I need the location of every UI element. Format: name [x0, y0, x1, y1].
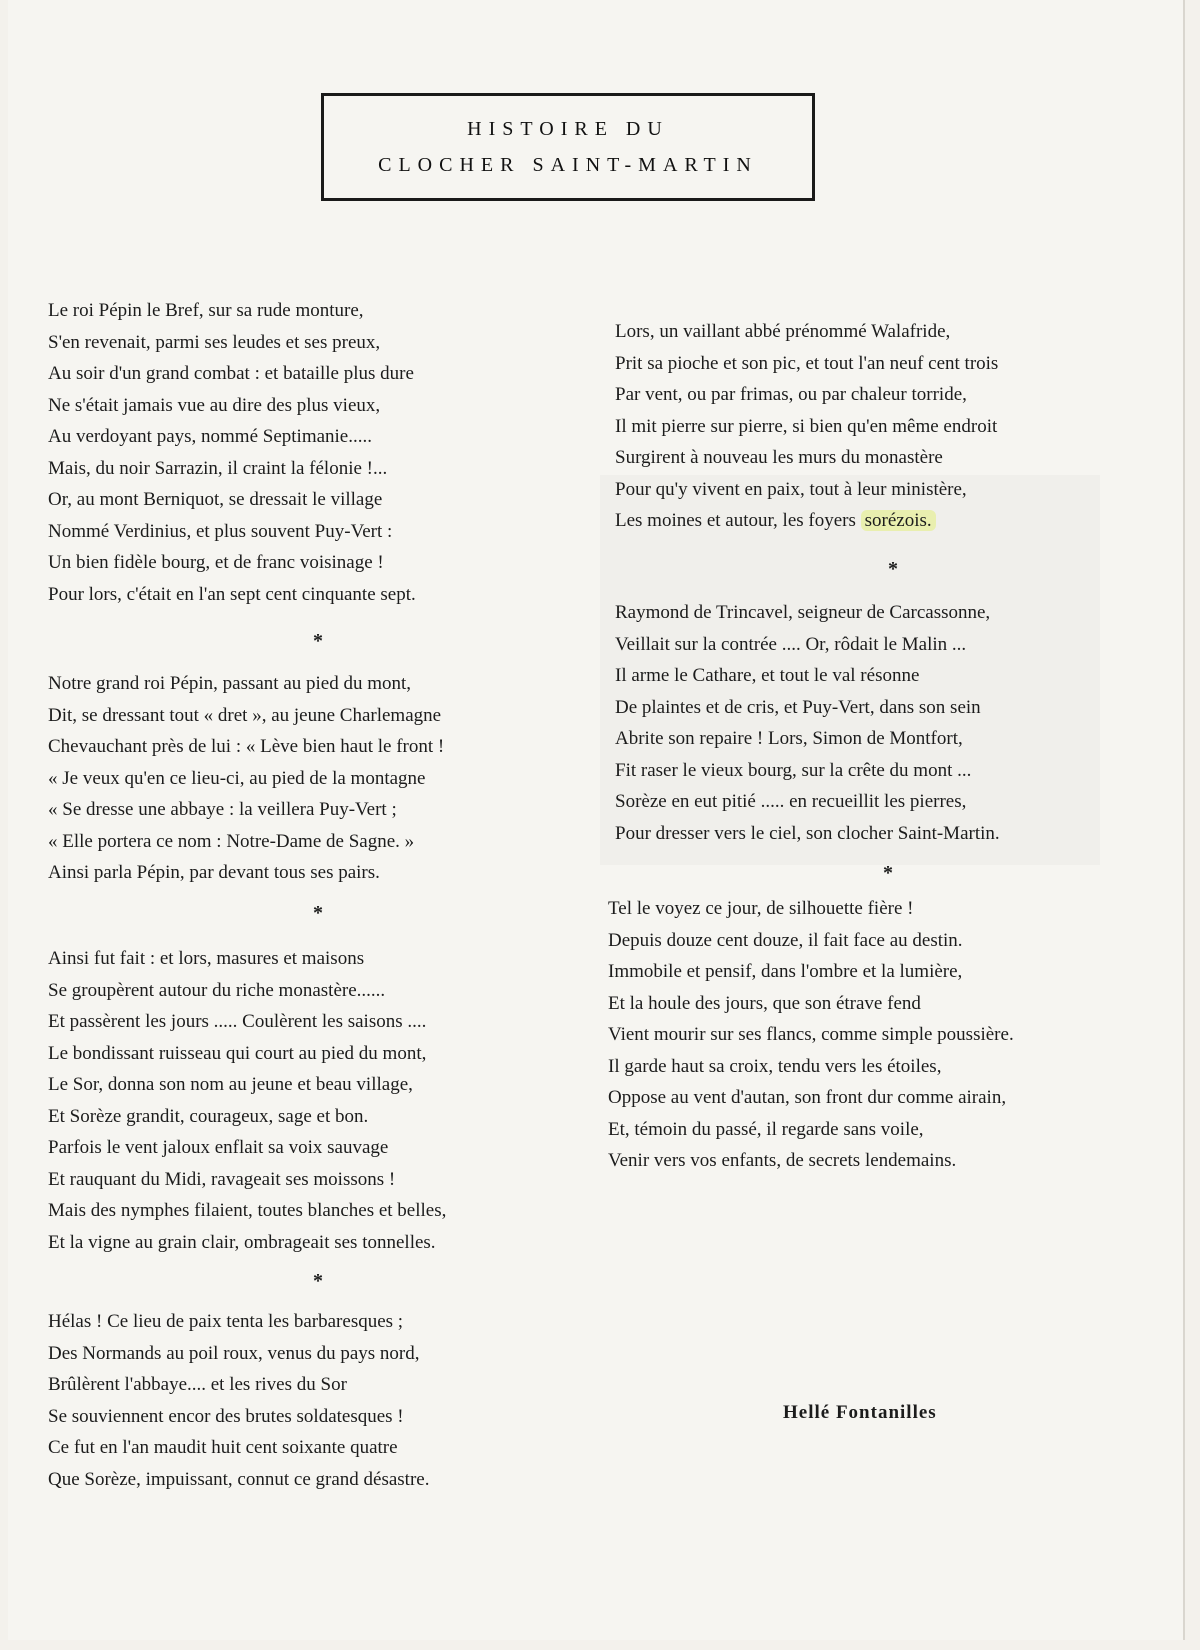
left-stanza-2 — [48, 668, 444, 889]
verse-line: Nommé Verdinius, et plus souvent Puy-Vert : — [48, 520, 393, 542]
separator-star: * — [313, 902, 323, 924]
verse-line: Chevauchant près de lui : « Lève bien haut le front ! — [48, 736, 445, 757]
document-page — [8, 0, 1183, 1640]
verse-line: Abrite son repaire ! Lors, Simon de Montfort, — [615, 728, 963, 749]
verse-line: Se groupèrent autour du riche monastère...... — [48, 979, 386, 1001]
verse-line: Le roi Pépin le Bref, sur sa rude monture, — [48, 300, 364, 321]
left-stanza-1 — [48, 295, 416, 610]
verse-line: Ce fut en l'an maudit huit cent soixante quatre — [48, 1437, 398, 1458]
right-stanza-1 — [615, 316, 998, 537]
verse-line: Pour qu'y vivent en paix, tout à leur ministère, — [615, 478, 967, 500]
verse-line: Immobile et pensif, dans l'ombre et la lumière, — [608, 961, 963, 982]
verse-line: Et Sorèze grandit, courageux, sage et bon. — [48, 1105, 369, 1127]
verse-line: De plaintes et de cris, et Puy-Vert, dans son sein — [615, 696, 981, 718]
title-line-1: HISTOIRE DU — [467, 118, 669, 140]
right-stanza-2 — [615, 597, 1000, 849]
separator-star: * — [888, 558, 898, 580]
verse-line: Un bien fidèle bourg, et de franc voisinage ! — [48, 552, 384, 573]
verse-line: Mais, du noir Sarrazin, il craint la félonie !... — [48, 457, 388, 479]
verse-line: Mais des nymphes filaient, toutes blanches et belles, — [48, 1200, 447, 1221]
verse-line: Le bondissant ruisseau qui court au pied du mont, — [48, 1042, 427, 1064]
verse-line: Pour dresser vers le ciel, son clocher Saint-Martin. — [615, 822, 1000, 844]
verse-line: Des Normands au poil roux, venus du pays nord, — [48, 1342, 420, 1364]
title-line-2: CLOCHER SAINT-MARTIN — [378, 154, 758, 176]
verse-line: Sorèze en eut pitié ..... en recueillit les pierres, — [615, 791, 967, 812]
verse-line: Lors, un vaillant abbé prénommé Walafride, — [615, 321, 951, 342]
verse-line: Que Sorèze, impuissant, connut ce grand désastre. — [48, 1468, 430, 1490]
verse-line: Oppose au vent d'autan, son front dur comme airain, — [608, 1087, 1007, 1108]
verse-line: Veillait sur la contrée .... Or, rôdait le Malin ... — [615, 633, 967, 655]
verse-line: Parfois le vent jaloux enflait sa voix sauvage — [48, 1137, 389, 1158]
verse-line: Fit raser le vieux bourg, sur la crête du mont ... — [615, 759, 972, 781]
verse-line: « Je veux qu'en ce lieu-ci, au pied de la montagne — [48, 767, 426, 789]
verse-line: « Se dresse une abbaye : la veillera Puy-Vert ; — [48, 799, 397, 820]
verse-line: Brûlèrent l'abbaye.... et les rives du Sor — [48, 1374, 347, 1395]
right-stanza-3 — [608, 893, 1014, 1177]
verse-line: « Elle portera ce nom : Notre-Dame de Sagne. » — [48, 830, 415, 852]
verse-line: Notre grand roi Pépin, passant au pied du mont, — [48, 673, 412, 694]
verse-line: Prit sa pioche et son pic, et tout l'an neuf cent trois — [615, 352, 999, 374]
signature: Hellé Fontanilles — [783, 1402, 937, 1423]
verse-line: Et passèrent les jours ..... Coulèrent les saisons .... — [48, 1011, 427, 1032]
verse-line: Par vent, ou par frimas, ou par chaleur torride, — [615, 384, 967, 405]
verse-line: Et la vigne au grain clair, ombrageait ses tonnelles. — [48, 1231, 436, 1253]
verse-line: Depuis douze cent douze, il fait face au destin. — [608, 929, 963, 951]
verse-line: Et, témoin du passé, il regarde sans voile, — [608, 1118, 924, 1140]
separator-star: * — [313, 1270, 323, 1292]
verse-line: Hélas ! Ce lieu de paix tenta les barbaresques ; — [48, 1311, 404, 1332]
verse-line: Il arme le Cathare, et tout le val résonne — [615, 665, 920, 686]
verse-line: Le Sor, donna son nom au jeune et beau village, — [48, 1074, 413, 1095]
verse-line: Et rauquant du Midi, ravageait ses moissons ! — [48, 1168, 396, 1190]
verse-line-highlighted — [615, 505, 998, 537]
verse-line-prefix: Les moines et autour, les foyers — [615, 510, 861, 531]
verse-line: Se souviennent encor des brutes soldatesques ! — [48, 1405, 404, 1427]
verse-line: Et la houle des jours, que son étrave fend — [608, 992, 921, 1014]
verse-line: Il garde haut sa croix, tendu vers les étoiles, — [608, 1055, 942, 1077]
verse-line: Ainsi parla Pépin, par devant tous ses pairs. — [48, 862, 380, 883]
highlighted-word: sorézois. — [861, 510, 936, 531]
verse-line: Tel le voyez ce jour, de silhouette fière ! — [608, 898, 914, 919]
verse-line: Venir vers vos enfants, de secrets lendemains. — [608, 1150, 957, 1171]
left-stanza-4 — [48, 1306, 429, 1495]
verse-line: Il mit pierre sur pierre, si bien qu'en même endroit — [615, 415, 998, 437]
left-stanza-3 — [48, 943, 446, 1258]
verse-line: Ainsi fut fait : et lors, masures et maisons — [48, 948, 365, 969]
verse-line: Vient mourir sur ses flancs, comme simple poussière. — [608, 1024, 1014, 1045]
verse-line: Surgirent à nouveau les murs du monastère — [615, 447, 943, 468]
separator-star: * — [883, 862, 893, 884]
verse-line: Or, au mont Berniquot, se dressait le village — [48, 489, 383, 510]
verse-line: Ne s'était jamais vue au dire des plus vieux, — [48, 394, 381, 416]
verse-line: Pour lors, c'était en l'an sept cent cinquante sept. — [48, 583, 416, 605]
verse-line: Au verdoyant pays, nommé Septimanie..... — [48, 426, 372, 447]
verse-line: Raymond de Trincavel, seigneur de Carcassonne, — [615, 602, 991, 623]
verse-line: S'en revenait, parmi ses leudes et ses preux, — [48, 331, 381, 353]
verse-line: Dit, se dressant tout « dret », au jeune Charlemagne — [48, 704, 442, 726]
title-box — [321, 93, 815, 201]
verse-line: Au soir d'un grand combat : et bataille plus dure — [48, 363, 414, 384]
separator-star: * — [313, 630, 323, 652]
